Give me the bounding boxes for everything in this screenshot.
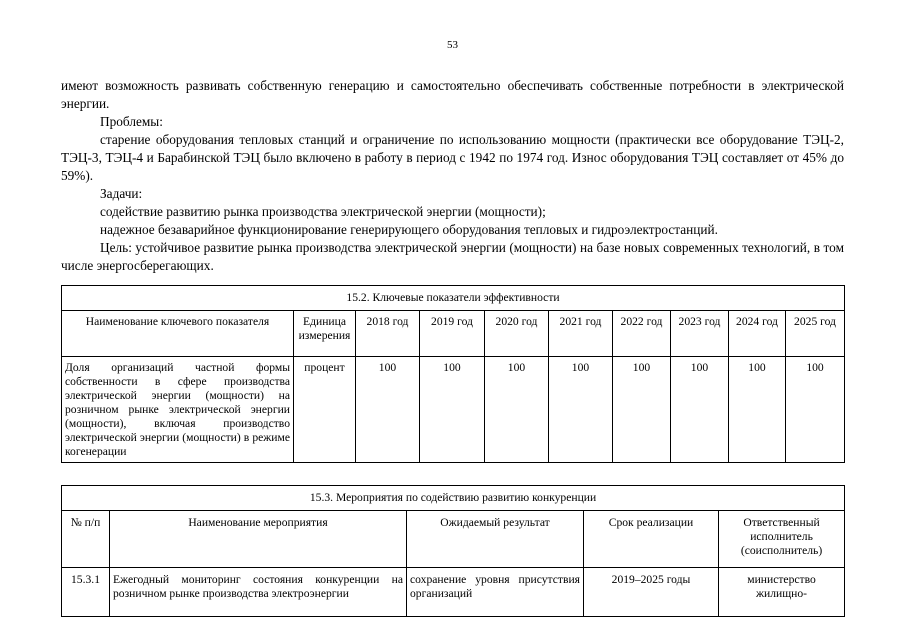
paragraph: Задачи: — [100, 186, 143, 201]
kpi-table-caption: 15.2. Ключевые показатели эффективности — [62, 286, 845, 311]
term-cell: 2019–2025 годы — [584, 568, 719, 617]
value-cell: 100 — [613, 357, 671, 463]
header-year: 2025 год — [786, 311, 845, 357]
header-year: 2024 год — [729, 311, 786, 357]
body-text — [61, 77, 844, 275]
value-cell: 100 — [420, 357, 485, 463]
header-unit: Единица измерения — [294, 311, 356, 357]
value-cell: 100 — [729, 357, 786, 463]
table-row — [62, 568, 845, 617]
paragraph: имеют возможность развивать собственную генерацию и самостоятельно обеспечивать собственные потребности в электрической энергии. — [61, 78, 844, 111]
value-cell: 100 — [671, 357, 729, 463]
indicator-cell: Доля организаций частной формы собственности в сфере производства электрической энергии (мощности) на розничном рынке электрической энергии (мощности), включая производство электрической энергии (мощности) в режиме когенерации — [62, 357, 294, 463]
header-executor: Ответственный исполнитель (соисполнитель) — [719, 511, 845, 568]
header-indicator: Наименование ключевого показателя — [62, 311, 294, 357]
value-cell: 100 — [549, 357, 613, 463]
header-name: Наименование мероприятия — [110, 511, 407, 568]
value-cell: 100 — [356, 357, 420, 463]
kpi-header-row — [62, 311, 845, 357]
paragraph: надежное безаварийное функционирование генерирующего оборудования тепловых и гидроэлектростанций. — [100, 222, 718, 237]
header-year: 2023 год — [671, 311, 729, 357]
header-year: 2022 год — [613, 311, 671, 357]
measures-table — [61, 485, 845, 617]
measures-table-caption: 15.3. Мероприятия по содействию развитию конкуренции — [62, 486, 845, 511]
result-cell: сохранение уровня присутствия организаций — [407, 568, 584, 617]
name-cell: Ежегодный мониторинг состояния конкуренции на розничном рынке производства электроэнергии — [110, 568, 407, 617]
paragraph: содействие развитию рынка производства электрической энергии (мощности); — [100, 204, 546, 219]
paragraph: старение оборудования тепловых станций и ограничение по использованию мощности (практически все оборудование ТЭЦ-2, ТЭЦ-3, ТЭЦ-4 и Барабинской ТЭЦ было включено в работу в период с 1942 по 1974 год. Износ оборудования ТЭЦ составляет от 45% до 59%). — [61, 132, 844, 183]
table-row — [62, 357, 845, 463]
executor-cell: министерство жилищно- — [719, 568, 845, 617]
header-result: Ожидаемый результат — [407, 511, 584, 568]
header-year: 2021 год — [549, 311, 613, 357]
num-cell: 15.3.1 — [62, 568, 110, 617]
kpi-table — [61, 285, 845, 463]
header-num: № п/п — [62, 511, 110, 568]
value-cell: 100 — [786, 357, 845, 463]
header-year: 2019 год — [420, 311, 485, 357]
paragraph: Цель: устойчивое развитие рынка производства электрической энергии (мощности) на базе новых современных технологий, в том числе энергосберегающих. — [61, 240, 844, 273]
paragraph: Проблемы: — [100, 114, 163, 129]
measures-header-row — [62, 511, 845, 568]
value-cell: 100 — [485, 357, 549, 463]
unit-cell: процент — [294, 357, 356, 463]
page-number: 53 — [447, 39, 458, 51]
header-year: 2018 год — [356, 311, 420, 357]
header-term: Срок реализации — [584, 511, 719, 568]
header-year: 2020 год — [485, 311, 549, 357]
